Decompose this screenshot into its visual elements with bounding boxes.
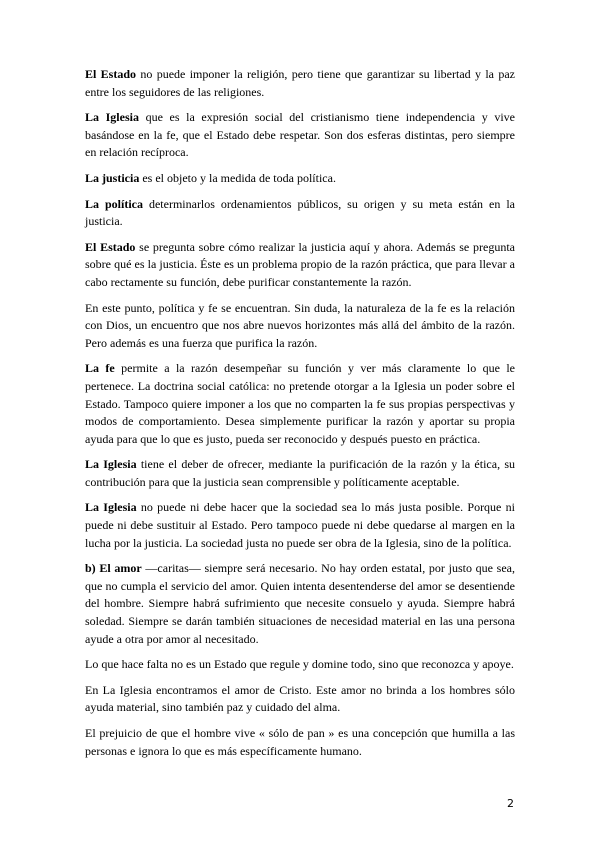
paragraph-lead: El Estado	[85, 67, 137, 81]
paragraph-text: —caritas— siempre será necesario. No hay orden estatal, por justo que sea, que no cumpla el servicio del amor. Quien intenta desentenderse del amor se desentiende del hombre. Siempre habrá sufrimiento que necesite consuelo y ayuda. Siempre habrá soledad. Siempre se darán también situaciones de necesidad material en las una persona ayude a otra por amor al necesitado.	[85, 561, 515, 646]
paragraph-lead: La Iglesia	[85, 457, 137, 472]
paragraph-6	[85, 300, 515, 353]
paragraph-lead: La fe	[85, 361, 115, 376]
paragraph-lead: La política	[85, 196, 143, 211]
paragraph-8	[85, 456, 515, 491]
paragraph-3	[85, 170, 515, 188]
paragraph-text: no puede ni debe hacer que la sociedad sea lo más justa posible. Porque ni puede ni debe sustituir al Estado. Pero tampoco puede ni debe quedarse al margen en la lucha por la justicia. La sociedad justa no puede ser obra de la Iglesia, sino de la política.	[85, 500, 515, 550]
paragraph-text: Lo que hace falta no es un Estado que regule y domine todo, sino que reconozca y apoye.	[85, 657, 514, 672]
paragraph-text: En este punto, política y fe se encuentran. Sin duda, la naturaleza de la fe es la relación con Dios, un encuentro que nos abre nuevos horizontes más allá del ámbito de la razón. Pero además es una fuerza que purifica la razón.	[85, 300, 515, 350]
paragraph-lead: La Iglesia	[85, 500, 137, 515]
paragraph-12	[85, 682, 515, 717]
paragraph-2	[85, 109, 515, 162]
paragraph-text: El prejuicio de que el hombre vive « sólo de pan » es una concepción que humilla a las personas e ignora lo que es más específicamente humano.	[85, 726, 515, 758]
paragraph-text: que es la expresión social del cristianismo tiene independencia y vive basándose en la fe, que el Estado debe respetar. Son dos esferas distintas, pero siempre en relación recíproca.	[85, 110, 515, 160]
paragraph-lead: b) El amor	[85, 561, 142, 576]
paragraph-5	[85, 239, 515, 292]
paragraph-13	[85, 725, 515, 760]
paragraph-11	[85, 656, 515, 674]
document-body	[85, 66, 515, 768]
paragraph-lead: La justicia	[85, 170, 140, 185]
paragraph-4	[85, 196, 515, 231]
paragraph-text: En La Iglesia encontramos el amor de Cristo. Este amor no brinda a los hombres sólo ayuda material, sino también paz y cuidado del alma.	[85, 682, 515, 715]
paragraph-lead: La Iglesia	[85, 110, 139, 125]
paragraph-text: es el objeto y la medida de toda política.	[139, 170, 336, 185]
page-number: 2	[507, 797, 514, 810]
paragraph-text: tiene el deber de ofrecer, mediante la purificación de la razón y la ética, su contribución para que la justicia sean comprensible y políticamente aceptable.	[85, 457, 515, 489]
paragraph-text: permite a la razón desempeñar su función y ver más claramente lo que le pertenece. La doctrina social católica: no pretende otorgar a la Iglesia un poder sobre el Estado. Tampoco quiere imponer a los que no comparten la fe sus propias perspectivas y modos de comportamiento. Desea simplemente purificar la razón y aportar su propia ayuda para que lo que es justo, pueda ser reconocido y después puesto en práctica.	[85, 361, 515, 446]
paragraph-text: se pregunta sobre cómo realizar la justicia aquí y ahora. Además se pregunta sobre qué es la justicia. Éste es un problema propio de la razón práctica, que para llevar a cabo rectamente su función, debe purificar constantemente la razón.	[85, 239, 515, 289]
paragraph-1	[85, 66, 515, 101]
paragraph-text: no puede imponer la religión, pero tiene que garantizar su libertad y la paz entre los seguidores de las religiones.	[85, 67, 515, 99]
paragraph-lead: El Estado	[85, 239, 136, 254]
paragraph-text: determinarlos ordenamientos públicos, su origen y su meta están en la justicia.	[85, 196, 515, 229]
paragraph-9	[85, 499, 515, 552]
paragraph-10	[85, 560, 515, 648]
paragraph-7	[85, 360, 515, 448]
